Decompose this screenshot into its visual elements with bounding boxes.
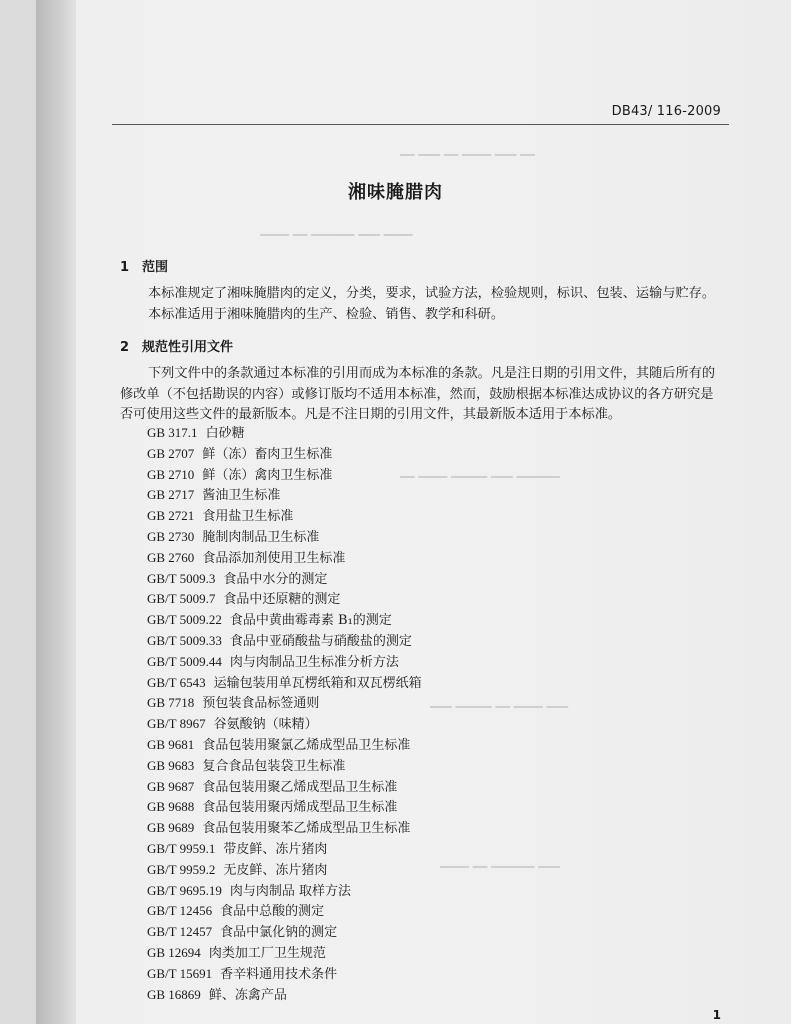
- reference-title: 无皮鲜、冻片猪肉: [223, 862, 328, 878]
- reference-item: [147, 527, 422, 548]
- paragraph-line: 本标准规定了湘味腌腊肉的定义，分类，要求，试验方法，检验规则，标识、包装、运输与贮存。: [148, 286, 716, 301]
- reference-code: GB 2760: [147, 549, 195, 565]
- reference-title: 运输包装用单瓦楞纸箱和双瓦楞纸箱: [213, 675, 422, 691]
- reference-code: GB/T 5009.33: [147, 632, 222, 648]
- reference-item: [147, 423, 422, 444]
- section-title: 范围: [142, 260, 169, 275]
- reference-title: 腌制肉制品卫生标准: [202, 529, 320, 545]
- reference-code: GB/T 15691: [147, 965, 213, 981]
- reference-code: GB/T 9959.2: [147, 861, 216, 877]
- paragraph-line: 本标准适用于湘味腌腊肉的生产、检验、销售、教学和科研。: [148, 306, 505, 322]
- reference-code: GB/T 9959.1: [147, 840, 216, 856]
- reference-title: 复合食品包装袋卫生标准: [202, 758, 346, 774]
- reference-title: 食品添加剂使用卫生标准: [202, 550, 346, 566]
- reference-item: [147, 881, 422, 902]
- reference-item: [147, 797, 422, 818]
- reference-item: [147, 673, 422, 694]
- reference-item: [147, 506, 422, 527]
- reference-code: GB/T 6543: [147, 674, 206, 690]
- reference-title: 预包装食品标签通则: [202, 696, 320, 712]
- reference-item: [147, 943, 422, 964]
- reference-title: 香辛料通用技术条件: [220, 966, 338, 982]
- bleed-through-text: ━━━━ ━━ ━━━━━━ ━━━ ━━━━: [260, 228, 413, 242]
- reference-title: 食品包装用聚氯乙烯成型品卫生标准: [202, 737, 411, 753]
- reference-item: [147, 444, 422, 465]
- reference-title: 食品包装用聚丙烯成型品卫生标准: [202, 800, 398, 816]
- reference-item: [147, 631, 422, 652]
- reference-code: GB 2710: [147, 466, 195, 482]
- reference-title: 食品中还原糖的测定: [223, 592, 341, 608]
- reference-item: [147, 652, 422, 673]
- reference-item: [147, 548, 422, 569]
- reference-code: GB/T 5009.3: [147, 570, 216, 586]
- reference-item: [147, 922, 422, 943]
- page-number: 1: [712, 1008, 721, 1022]
- section-title: 规范性引用文件: [142, 340, 234, 355]
- reference-title: 肉类加工厂卫生规范: [208, 945, 326, 961]
- section-number: 2: [120, 340, 130, 355]
- reference-title: 带皮鲜、冻片猪肉: [223, 841, 328, 857]
- reference-item: [147, 465, 422, 486]
- reference-item: [147, 964, 422, 985]
- reference-item: [147, 589, 422, 610]
- reference-title: 食品包装用聚乙烯成型品卫生标准: [202, 779, 398, 795]
- reference-code: GB/T 5009.44: [147, 653, 222, 669]
- reference-code: GB 9681: [147, 736, 195, 752]
- section-2-intro: [120, 364, 725, 426]
- reference-item: [147, 485, 422, 506]
- section-2-heading: [120, 336, 233, 355]
- reference-title: 白砂糖: [205, 426, 245, 441]
- reference-code: GB 16869: [147, 986, 201, 1002]
- reference-item: [147, 756, 422, 777]
- reference-item: [147, 714, 422, 735]
- reference-title: 谷氨酸钠（味精）: [213, 717, 318, 733]
- reference-title: 食用盐卫生标准: [202, 509, 294, 525]
- reference-code: GB 9689: [147, 820, 195, 836]
- reference-title: 食品中氯化钠的测定: [220, 925, 338, 941]
- reference-title: 食品中亚硝酸盐与硝酸盐的测定: [229, 633, 412, 649]
- reference-title: 肉与肉制品 取样方法: [229, 883, 352, 899]
- reference-item: [147, 569, 422, 590]
- reference-title: 鲜、冻禽产品: [208, 987, 287, 1003]
- section-1-body: [148, 284, 753, 325]
- reference-code: GB/T 9695.19: [147, 882, 222, 898]
- reference-item: [147, 818, 422, 839]
- reference-item: [147, 777, 422, 798]
- book-spine-shadow: [36, 0, 76, 1024]
- reference-code: GB 2717: [147, 487, 195, 503]
- standard-code: DB43/ 116-2009: [611, 104, 721, 119]
- reference-code: GB 12694: [147, 944, 201, 960]
- reference-code: GB/T 12457: [147, 924, 213, 940]
- reference-title: 食品中黄曲霉毒素 B₁的测定: [229, 613, 392, 629]
- reference-code: GB 7718: [147, 695, 195, 711]
- reference-item: [147, 610, 422, 631]
- reference-title: 食品中水分的测定: [223, 571, 328, 587]
- reference-code: GB/T 5009.22: [147, 612, 222, 628]
- reference-code: GB/T 8967: [147, 716, 206, 732]
- reference-code: GB 2707: [147, 445, 195, 461]
- reference-code: GB/T 5009.7: [147, 591, 216, 607]
- reference-title: 食品中总酸的测定: [220, 904, 325, 920]
- section-number: 1: [120, 260, 130, 275]
- bleed-through-text: ━━━ ━━━━━ ━━ ━━━━ ━━━: [430, 700, 569, 714]
- reference-item: [147, 901, 422, 922]
- reference-item: [147, 860, 422, 881]
- normative-reference-list: [147, 423, 422, 1005]
- reference-code: GB 9687: [147, 778, 195, 794]
- reference-title: 食品包装用聚苯乙烯成型品卫生标准: [202, 821, 411, 837]
- reference-title: 鲜（冻）畜肉卫生标准: [202, 446, 333, 462]
- reference-code: GB 9688: [147, 799, 195, 815]
- paragraph-line: 下列文件中的条款通过本标准的引用而成为本标准的条款。凡是注日期的引用文件，其随后所有的: [148, 366, 716, 381]
- bleed-through-text: ━━ ━━━━ ━━━━━ ━━━ ━━━━━━: [400, 470, 560, 484]
- bleed-through-text: ━━ ━━━ ━━ ━━━━ ━━━ ━━: [400, 148, 535, 162]
- section-1-heading: [120, 256, 168, 275]
- header-divider: [112, 124, 729, 125]
- reference-code: GB 2721: [147, 508, 195, 524]
- reference-item: [147, 839, 422, 860]
- reference-code: GB 317.1: [147, 425, 198, 440]
- reference-code: GB 2730: [147, 528, 195, 544]
- reference-title: 鲜（冻）禽肉卫生标准: [202, 467, 333, 483]
- reference-code: GB 9683: [147, 757, 195, 773]
- document-title: 湘味腌腊肉: [348, 182, 443, 203]
- bleed-through-text: ━━━━ ━━ ━━━━━━ ━━━: [440, 860, 560, 874]
- reference-item: [147, 735, 422, 756]
- reference-item: [147, 693, 422, 714]
- reference-title: 肉与肉制品卫生标准分析方法: [229, 654, 399, 670]
- reference-item: [147, 985, 422, 1006]
- paragraph-line: 修改单（不包括勘误的内容）或修订版均不适用本标准，然而，鼓励根据本标准达成协议的各方研究是: [120, 386, 714, 402]
- reference-code: GB/T 12456: [147, 903, 213, 919]
- reference-title: 酱油卫生标准: [202, 488, 281, 504]
- paragraph-line: 否可使用这些文件的最新版本。凡是不注日期的引用文件，其最新版本适用于本标准。: [120, 407, 622, 422]
